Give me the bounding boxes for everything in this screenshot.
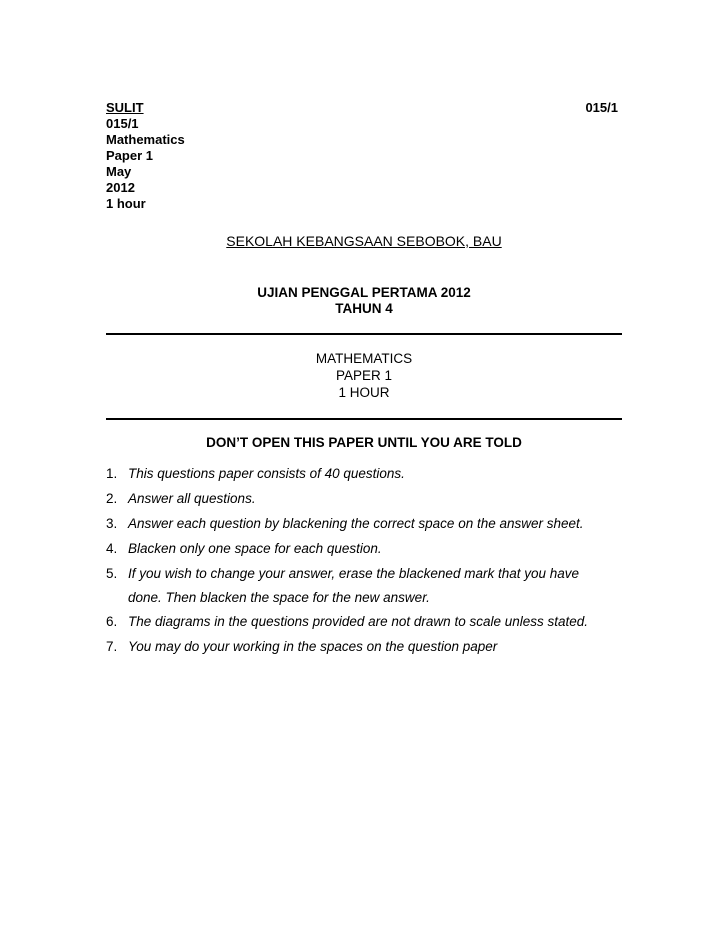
- header-subject-line: Mathematics: [106, 132, 185, 147]
- instruction-text: Answer all questions.: [128, 491, 256, 506]
- instruction-text: This questions paper consists of 40 questions.: [128, 466, 405, 481]
- instruction-number: 5.: [106, 566, 118, 581]
- instruction-item: [106, 490, 622, 508]
- instruction-item: [106, 465, 622, 483]
- exam-title: UJIAN PENGGAL PERTAMA 2012: [257, 285, 471, 300]
- instruction-text: You may do your working in the spaces on the question paper: [128, 639, 498, 654]
- instruction-item: [106, 613, 622, 631]
- school-name: SEKOLAH KEBANGSAAN SEBOBOK, BAU: [226, 233, 502, 249]
- instruction-item: [106, 515, 622, 533]
- exam-title-block: [106, 285, 622, 317]
- instruction-number: 6.: [106, 614, 118, 629]
- header-duration-line: 1 hour: [106, 196, 146, 211]
- top-divider: [106, 333, 622, 335]
- header-info-block: [106, 116, 185, 212]
- exam-year-level: TAHUN 4: [335, 301, 393, 316]
- instruction-number: 1.: [106, 466, 118, 481]
- subject-paper: PAPER 1: [335, 368, 393, 383]
- subject-name: MATHEMATICS: [315, 351, 413, 366]
- instruction-item: [106, 638, 622, 656]
- warning-text: DON’T OPEN THIS PAPER UNTIL YOU ARE TOLD: [206, 435, 522, 450]
- header-paper-line: Paper 1: [106, 148, 153, 163]
- instruction-continuation: done. Then blacken the space for the new answer.: [128, 590, 430, 605]
- paper-code: 015/1: [585, 100, 618, 115]
- subject-block: [106, 350, 622, 401]
- subject-duration: 1 HOUR: [338, 385, 390, 400]
- instruction-item: [106, 565, 622, 583]
- instruction-text: If you wish to change your answer, erase the blackened mark that you have: [128, 566, 580, 581]
- instruction-number: 3.: [106, 516, 118, 531]
- instruction-text: Blacken only one space for each question.: [128, 541, 382, 556]
- header-year-line: 2012: [106, 180, 135, 195]
- instruction-number: 4.: [106, 541, 118, 556]
- instruction-text: Answer each question by blackening the correct space on the answer sheet.: [128, 516, 584, 531]
- sulit-label: SULIT: [106, 100, 144, 115]
- instruction-item: [106, 540, 622, 558]
- header-code-line: 015/1: [106, 116, 139, 131]
- bottom-divider: [106, 418, 622, 420]
- instruction-number: 2.: [106, 491, 118, 506]
- header-month-line: May: [106, 164, 132, 179]
- instruction-text: The diagrams in the questions provided are not drawn to scale unless stated.: [128, 614, 589, 629]
- instruction-number: 7.: [106, 639, 118, 654]
